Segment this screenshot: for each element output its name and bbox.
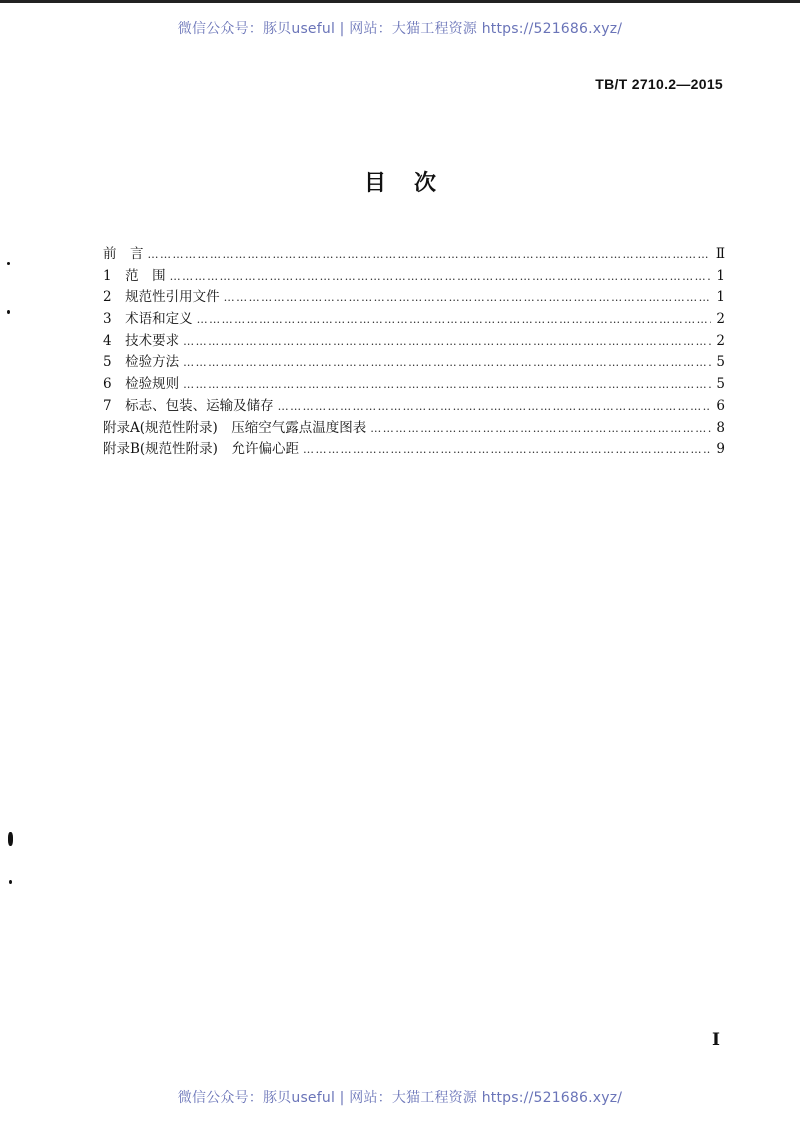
toc-entry-normative-references[interactable] — [103, 287, 725, 309]
toc-leader-dots — [183, 352, 711, 374]
scan-speck — [7, 262, 10, 265]
table-of-contents — [103, 244, 725, 461]
top-border-line — [0, 0, 800, 3]
toc-entry-page: 5 — [716, 354, 725, 371]
toc-leader-dots — [170, 266, 711, 288]
toc-entry-page: 6 — [716, 397, 725, 414]
scan-speck — [9, 880, 12, 884]
toc-entry-label: 2 规范性引用文件 — [103, 289, 220, 306]
toc-entry-label: 5 检验方法 — [103, 354, 180, 371]
scan-speck — [7, 310, 10, 314]
toc-leader-dots — [370, 418, 711, 440]
scan-speck — [8, 832, 13, 846]
toc-entry-page: 2 — [716, 311, 725, 328]
toc-entry-appendix-a[interactable] — [103, 418, 725, 440]
toc-leader-dots — [224, 287, 711, 309]
toc-entry-page: 9 — [716, 441, 725, 458]
toc-entry-label: 4 技术要求 — [103, 332, 180, 349]
toc-entry-technical-requirements[interactable] — [103, 331, 725, 353]
toc-entry-test-methods[interactable] — [103, 352, 725, 374]
toc-leader-dots — [183, 331, 711, 353]
toc-entry-label: 附录A(规范性附录) 压缩空气露点温度图表 — [103, 419, 367, 436]
toc-entry-inspection-rules[interactable] — [103, 374, 725, 396]
toc-entry-page: 8 — [716, 419, 725, 436]
toc-leader-dots — [303, 439, 711, 461]
toc-entry-label: 3 术语和定义 — [103, 311, 193, 328]
toc-entry-page: 2 — [716, 332, 725, 349]
toc-entry-page: 1 — [716, 267, 725, 284]
page-number: I — [712, 1030, 720, 1050]
toc-entry-label: 6 检验规则 — [103, 376, 180, 393]
toc-entry-label: 1 范 围 — [103, 267, 166, 284]
toc-entry-page: 1 — [716, 289, 725, 306]
toc-entry-scope[interactable] — [103, 266, 725, 288]
toc-entry-marking-packaging[interactable] — [103, 396, 725, 418]
toc-entry-label: 附录B(规范性附录) 允许偏心距 — [103, 441, 299, 458]
toc-entry-terms-definitions[interactable] — [103, 309, 725, 331]
watermark-bottom: 微信公众号：豚贝useful | 网站：大猫工程资源 https://521686.xyz/ — [177, 1090, 623, 1106]
toc-entry-page: Ⅱ — [715, 246, 725, 262]
toc-leader-dots — [148, 244, 712, 266]
toc-entry-page: 5 — [716, 376, 725, 393]
toc-leader-dots — [278, 396, 711, 418]
toc-entry-label: 前 言 — [103, 246, 144, 262]
watermark-top: 微信公众号：豚贝useful | 网站：大猫工程资源 https://521686.xyz/ — [177, 21, 623, 37]
document-code: TB/T 2710.2—2015 — [595, 76, 723, 92]
toc-entry-label: 7 标志、包装、运输及储存 — [103, 397, 274, 414]
toc-title: 目次 — [363, 171, 464, 196]
toc-leader-dots — [183, 374, 711, 396]
toc-entry-appendix-b[interactable] — [103, 439, 725, 461]
toc-leader-dots — [197, 309, 711, 331]
toc-entry-foreword[interactable] — [103, 244, 725, 266]
